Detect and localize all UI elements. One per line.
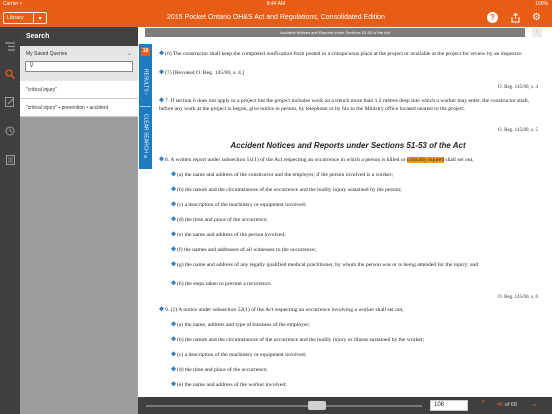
search-panel [20,27,138,414]
regulation-reference: O. Reg. 145/00, s. 6 [498,295,538,300]
list-item: ✥(b) the nature and the circumstances of the occurrence and the bodily injury sustained by the person; [171,187,402,193]
list-item: ✥(c) a description of the machinery or equipment involved; [171,352,307,358]
search-hit-highlight[interactable]: critically injured [406,157,445,163]
search-icon[interactable] [3,67,17,81]
move-icon[interactable]: ✥ [171,247,177,253]
move-icon[interactable]: ✥ [171,367,177,373]
move-icon[interactable]: ✥ [171,382,177,388]
library-label: Library [7,15,24,21]
move-icon[interactable]: ✥ [171,322,177,328]
chevron-down-icon[interactable]: ▾ [33,13,46,23]
move-icon[interactable]: ✥ [159,157,165,163]
help-icon[interactable]: ? [487,12,498,23]
chevron-down-icon[interactable]: ⌄ [531,399,538,408]
scroll-top-icon[interactable]: ↑ [532,28,542,37]
divider [140,106,151,107]
book-title: 2015 Pocket Ontario OH&S Act and Regulations, Consolidated Edition [167,14,385,21]
move-icon[interactable]: ✥ [159,307,165,313]
section-header-bar: Accident Notices and Reports under Sections 51-53 of the Act [145,28,525,37]
library-button[interactable] [3,12,47,24]
list-item: ✥(g) the name and address of any legally qualified medical practitioner, by whom the person was or is being attended for the injury; and [171,262,479,268]
page-slider[interactable] [146,405,422,407]
current-page: 46 [497,402,504,408]
move-icon[interactable]: ✥ [171,337,177,343]
paragraph: ✥8. A written report under subsection 51(1) of the Act respecting an occurrence in which a person is killed or critically injured shall set out, [159,157,474,163]
list-item: ✥(e) the name and address of the worker involved; [171,382,287,388]
list-item: ✥(a) the name, address and type of business of the employer; [171,322,310,328]
document-icon[interactable] [3,153,17,167]
saved-queries [20,46,138,81]
filter-icon: ⊽ [29,62,35,69]
move-icon[interactable]: ✥ [171,187,177,193]
list-item: ✥(a) the name and address of the constructor and the employer, if the person involved is a worker; [171,172,394,178]
section-heading: Accident Notices and Reports under Sections 51-53 of the Act [230,141,466,150]
paragraph: ✥(7) [Revoked O. Reg. 145/00, s. 4.] [159,70,245,76]
chevron-up-icon[interactable]: ⌃ [480,399,487,408]
list-item: ✥(c) a description of the machinery or equipment involved; [171,202,307,208]
list-item: ✥(f) the names and addresses of all witnesses to the occurrence; [171,247,317,253]
page-total: of 68 [504,402,517,408]
move-icon[interactable]: ✥ [159,51,165,57]
page-count [497,397,517,414]
search-panel-title: Search [20,27,138,46]
paragraph: ✥9. (1) A notice under subsection 52(1) of the Act respecting an occurrence involving a worker shall set out, [159,307,404,313]
results-side-tab [139,44,152,169]
battery-label: 100% [535,1,548,7]
clock: 8:44 AM [266,1,286,7]
regulation-reference: O. Reg. 145/00, s. 4 [498,85,538,90]
share-icon[interactable] [509,11,522,24]
carrier-label: Carrier ≈ [3,1,23,7]
saved-query-item[interactable]: "critical injury" • prevention • accident [20,99,138,117]
list-item: ✥(e) the name and address of the person involved; [171,232,286,238]
move-icon[interactable]: ✥ [171,232,177,238]
move-icon[interactable]: ✥ [171,352,177,358]
gear-icon[interactable]: ⚙ [532,12,541,23]
move-icon[interactable]: ✥ [171,217,177,223]
left-toolbar [0,27,20,414]
chevron-down-icon[interactable]: ⌄ [126,51,132,57]
filter-input[interactable] [25,61,133,72]
move-icon[interactable]: ✥ [159,98,165,104]
results-count-badge: 19 [142,48,149,54]
document-viewer[interactable] [152,37,544,397]
page-slider-handle[interactable] [308,401,326,410]
paragraph: ✥(6) The constructor shall keep the completed notification form posted in a conspicuous place at the project or available at the project for review by an inspector. [159,51,523,57]
results-button[interactable]: RESULTS › [142,69,149,95]
move-icon[interactable]: ✥ [171,202,177,208]
move-icon[interactable]: ✥ [171,172,177,178]
paragraph: ✥7. If section 6 does not apply to a project but the project includes work on a trench more than 1.2 metres deep into which a worker may enter, the constructor shall, before any work at the project is begun, give notice in person, by telephone or by fax to the Ministry office located nearest to the project. [159,98,530,112]
move-icon[interactable]: ✥ [171,262,177,268]
regulation-reference: O. Reg. 145/00, s. 5 [498,128,538,133]
list-item: ✥(d) the time and place of the occurrence; [171,217,268,223]
status-bar [0,0,552,8]
clear-search-button[interactable]: CLEAR SEARCH ✕ [142,113,149,161]
list-item: ✥(h) the steps taken to prevent a recurrence. [171,281,273,287]
saved-query-item[interactable]: "critical injury" [20,81,138,99]
table-of-contents-icon[interactable] [3,39,17,53]
page-navigation-bar [138,397,552,414]
list-item: ✥(b) the nature and the circumstances of the occurrence and the bodily injury or illness sustained by the worker; [171,337,425,343]
saved-queries-label[interactable]: My Saved Queries [26,51,68,57]
move-icon[interactable]: ✥ [159,70,165,76]
notes-icon[interactable] [3,95,17,109]
move-icon[interactable]: ✥ [171,281,177,287]
list-item: ✥(d) the time and place of the occurrence; [171,367,268,373]
page-number-input[interactable]: 108 [430,400,468,411]
title-bar [0,8,552,27]
history-icon[interactable] [3,124,17,138]
